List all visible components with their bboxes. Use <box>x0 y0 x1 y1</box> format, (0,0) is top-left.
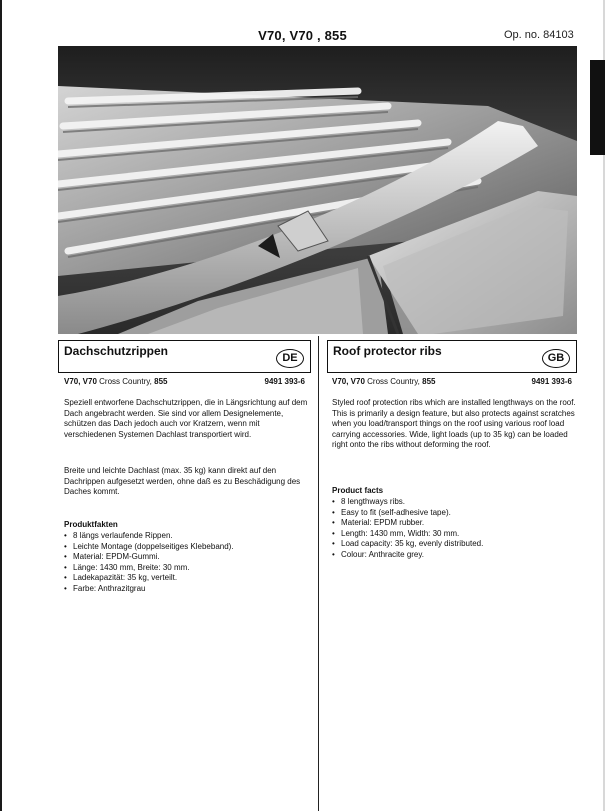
language-badge-de: DE <box>276 349 304 368</box>
list-item: • Leichte Montage (doppelseitiges Klebeband). <box>64 542 309 553</box>
section-title-gb: Roof protector ribs <box>333 344 442 358</box>
facts-list-gb <box>332 497 577 560</box>
model-code-gb: 855 <box>422 377 436 386</box>
list-item: • Length: 1430 mm, Width: 30 mm. <box>332 529 577 540</box>
product-line-gb <box>332 377 572 387</box>
product-line-de <box>64 377 305 387</box>
column-divider <box>318 336 319 811</box>
list-item: • Farbe: Anthrazitgrau <box>64 584 309 595</box>
thumb-index-tab <box>590 60 605 155</box>
list-item: • Länge: 1430 mm, Breite: 30 mm. <box>64 563 309 574</box>
description-de-2: Breite und leichte Dachlast (max. 35 kg) kann direkt auf den Dachrippen aufgesetzt werden, ohne daß es zu Beschädigung des Daches kommt. <box>64 466 301 496</box>
page-title: V70, V70 , 855 <box>258 28 347 43</box>
model-variant-gb: Cross Country, <box>364 377 423 386</box>
facts-title-de: Produktfakten <box>64 520 118 529</box>
description-de-1: Speziell entworfene Dachschutzrippen, die in Längsrichtung auf dem Dach angebracht werden. Sie sind vor allem Designelemente, schützen das Dach jedoch auch vor Kratzern, wenn mit verschiedenen Systemen Dachlast transportiert wird. <box>64 398 308 439</box>
list-item: • Material: EPDM-Gummi. <box>64 552 309 563</box>
model-name-de: V70, V70 <box>64 377 97 386</box>
list-item: • Easy to fit (self-adhesive tape). <box>332 508 577 519</box>
facts-list-de <box>64 531 309 594</box>
list-item: • Load capacity: 35 kg, evenly distributed. <box>332 539 577 550</box>
page-edge-left <box>0 0 2 811</box>
language-badge-gb: GB <box>542 349 570 368</box>
section-title-de: Dachschutzrippen <box>64 344 169 358</box>
list-item: • 8 lengthways ribs. <box>332 497 577 508</box>
model-variant-de: Cross Country, <box>96 377 155 386</box>
part-number-gb: 9491 393-6 <box>531 377 572 386</box>
model-code-de: 855 <box>154 377 168 386</box>
model-name-gb: V70, V70 <box>332 377 365 386</box>
car-roof-photo-icon <box>58 46 577 334</box>
list-item: • Colour: Anthracite grey. <box>332 550 577 561</box>
list-item: • Ladekapazität: 35 kg, verteilt. <box>64 573 309 584</box>
list-item: • 8 längs verlaufende Rippen. <box>64 531 309 542</box>
facts-title-gb: Product facts <box>332 486 384 495</box>
description-gb-1: Styled roof protection ribs which are installed lengthways on the roof. This is primarily a design feature, but also protects against scratches when you load/transport things on the roof using various roof load carrying accessories. Wide, light loads (up to 35 kg) can be loaded right onto the ribs without deforming the roof. <box>332 398 576 449</box>
section-header-de <box>58 340 311 373</box>
operation-number: Op. no. 84103 <box>504 29 574 41</box>
list-item: • Material: EPDM rubber. <box>332 518 577 529</box>
part-number-de: 9491 393-6 <box>264 377 305 386</box>
section-header-gb <box>327 340 577 373</box>
